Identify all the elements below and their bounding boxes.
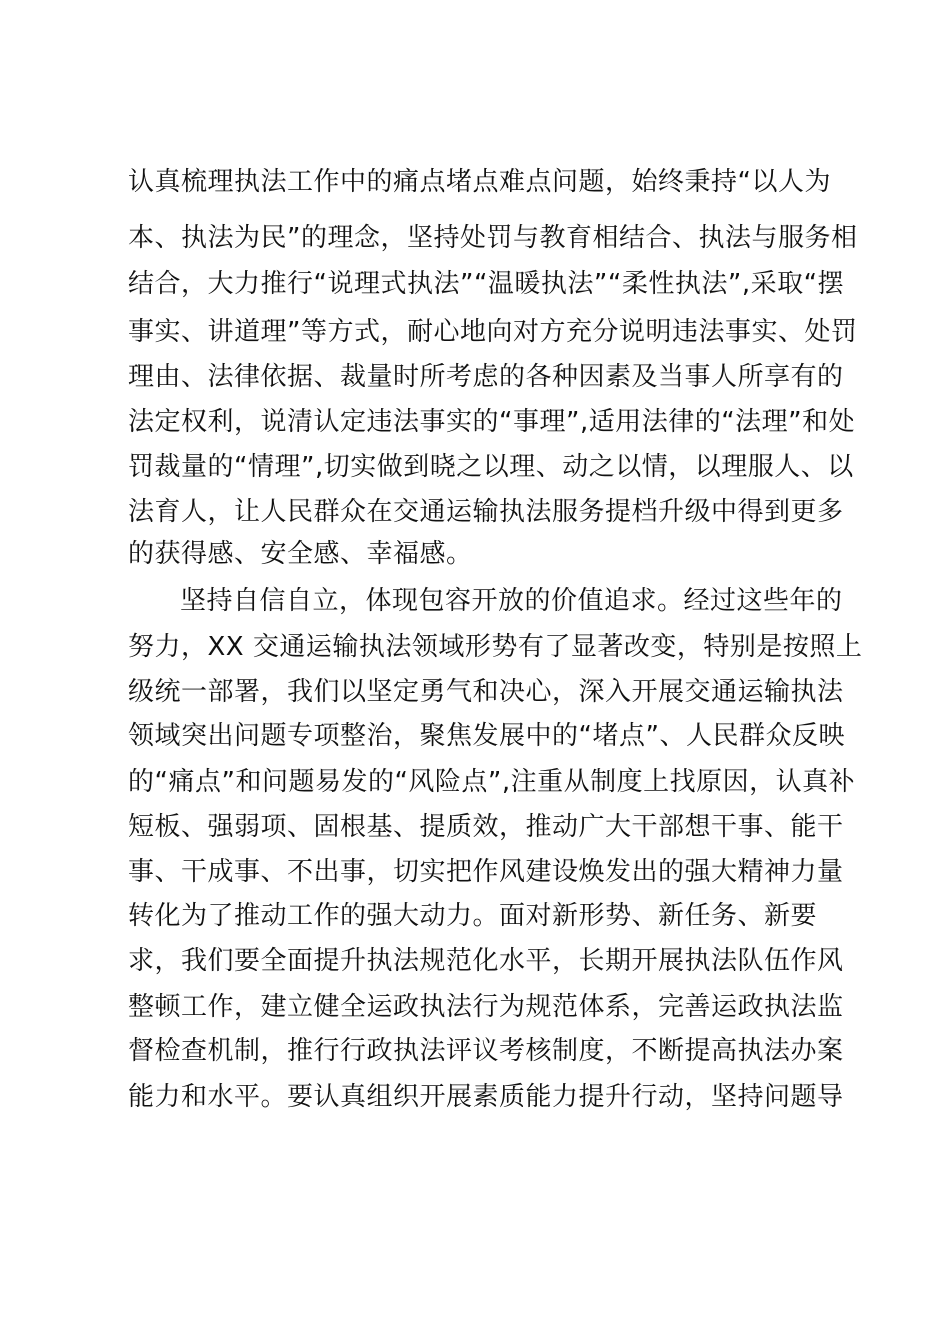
paragraph-start-line: 坚持自信自立，体现包容开放的价值追求。经过这些年的 [180,586,843,616]
text-line: 整顿工作，建立健全运政执法行为规范体系，完善运政执法监 [128,992,844,1022]
text-line: 事、干成事、不出事，切实把作风建设焕发出的强大精神力量 [128,857,844,887]
text-line: 法定权利，说清认定违法事实的“事理”,适用法律的“法理”和处 [128,407,856,437]
text-line: 事实、讲道理”等方式，耐心地向对方充分说明违法事实、处罚 [128,317,858,347]
text-line: 认真梳理执法工作中的痛点堵点难点问题，始终秉持“以人为 [128,167,831,197]
text-line: 领域突出问题专项整治，聚焦发展中的“堵点”、人民群众反映 [128,721,845,751]
text-line: 本、执法为民”的理念，坚持处罚与教育相结合、执法与服务相 [128,223,858,253]
text-line: 结合，大力推行“说理式执法”“温暖执法”“柔性执法”,采取“摆 [128,269,845,299]
text-line: 罚裁量的“情理”,切实做到晓之以理、动之以情，以理服人、以 [128,452,854,482]
text-line: 理由、法律依据、裁量时所考虑的各种因素及当事人所享有的 [128,362,844,392]
text-line: 法育人，让人民群众在交通运输执法服务提档升级中得到更多 [128,497,844,527]
text-line: 能力和水平。要认真组织开展素质能力提升行动，坚持问题导 [128,1082,844,1112]
text-line: 的获得感、安全感、幸福感。 [128,539,473,569]
text-line: 的“痛点”和问题易发的“风险点”,注重从制度上找原因，认真补 [128,767,856,797]
text-line: 努力，XX 交通运输执法领域形势有了显著改变，特别是按照上 [128,632,863,662]
text-line: 级统一部署，我们以坚定勇气和决心，深入开展交通运输执法 [128,677,844,707]
text-line: 求，我们要全面提升执法规范化水平，长期开展执法队伍作风 [128,946,844,976]
text-line: 转化为了推动工作的强大动力。面对新形势、新任务、新要 [128,901,818,931]
text-line: 短板、强弱项、固根基、提质效，推动广大干部想干事、能干 [128,812,844,842]
text-line: 督检查机制，推行行政执法评议考核制度，不断提高执法办案 [128,1036,844,1066]
